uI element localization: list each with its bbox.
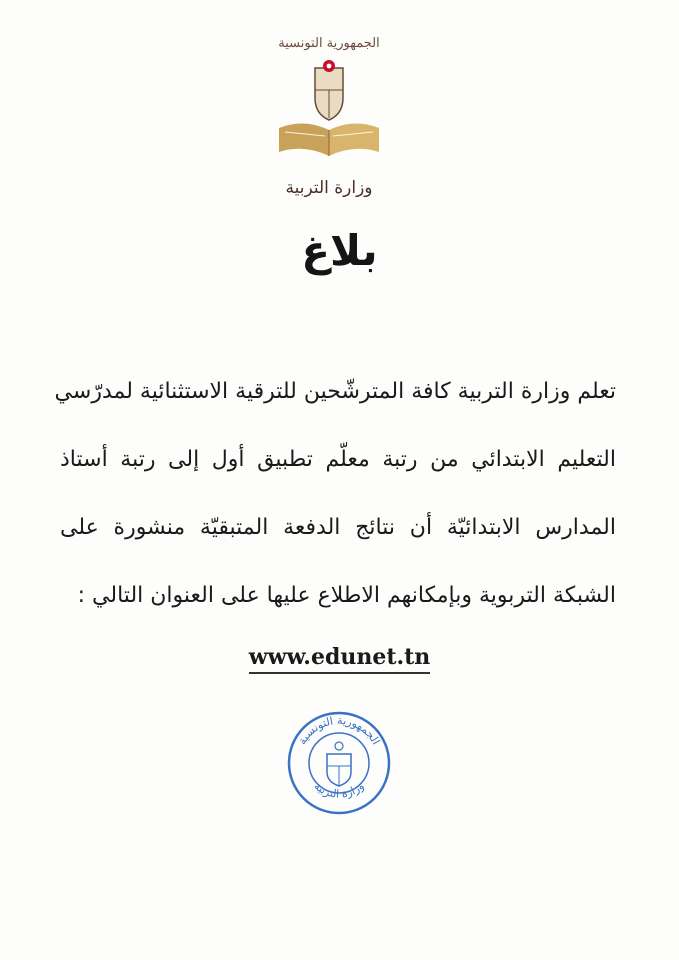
ministry-header-text: وزارة التربية: [285, 178, 373, 198]
website-url[interactable]: www.edunet.tn: [249, 644, 431, 674]
ministry-logo: [249, 28, 409, 198]
website-link[interactable]: [0, 644, 679, 670]
announcement-title: بلاغ: [301, 226, 378, 275]
stamp-top-text: الجمهورية التونسية: [295, 713, 383, 747]
body-line: المدارس الابتدائيّة أن نتائج الدفعة المتبقيّة منشورة على: [60, 515, 616, 540]
body-line: التعليم الابتدائي من رتبة معلّم تطبيق أول إلى رتبة أستاذ: [60, 447, 616, 472]
republic-header-text: الجمهورية التونسية: [278, 36, 380, 51]
stamp-seal-icon: [284, 708, 394, 818]
stamp-bottom-text: وزارة التربية: [311, 779, 367, 801]
emblem-icon: [249, 28, 409, 198]
official-stamp: [284, 708, 394, 818]
announcement-body: [54, 372, 616, 644]
body-line: الشبكة التربوية وبإمكانهم الاطلاع عليها على العنوان التالي :: [77, 583, 616, 608]
body-line: تعلم وزارة التربية كافة المترشّحين للترقية الاستثنائية لمدرّسي: [54, 379, 616, 404]
